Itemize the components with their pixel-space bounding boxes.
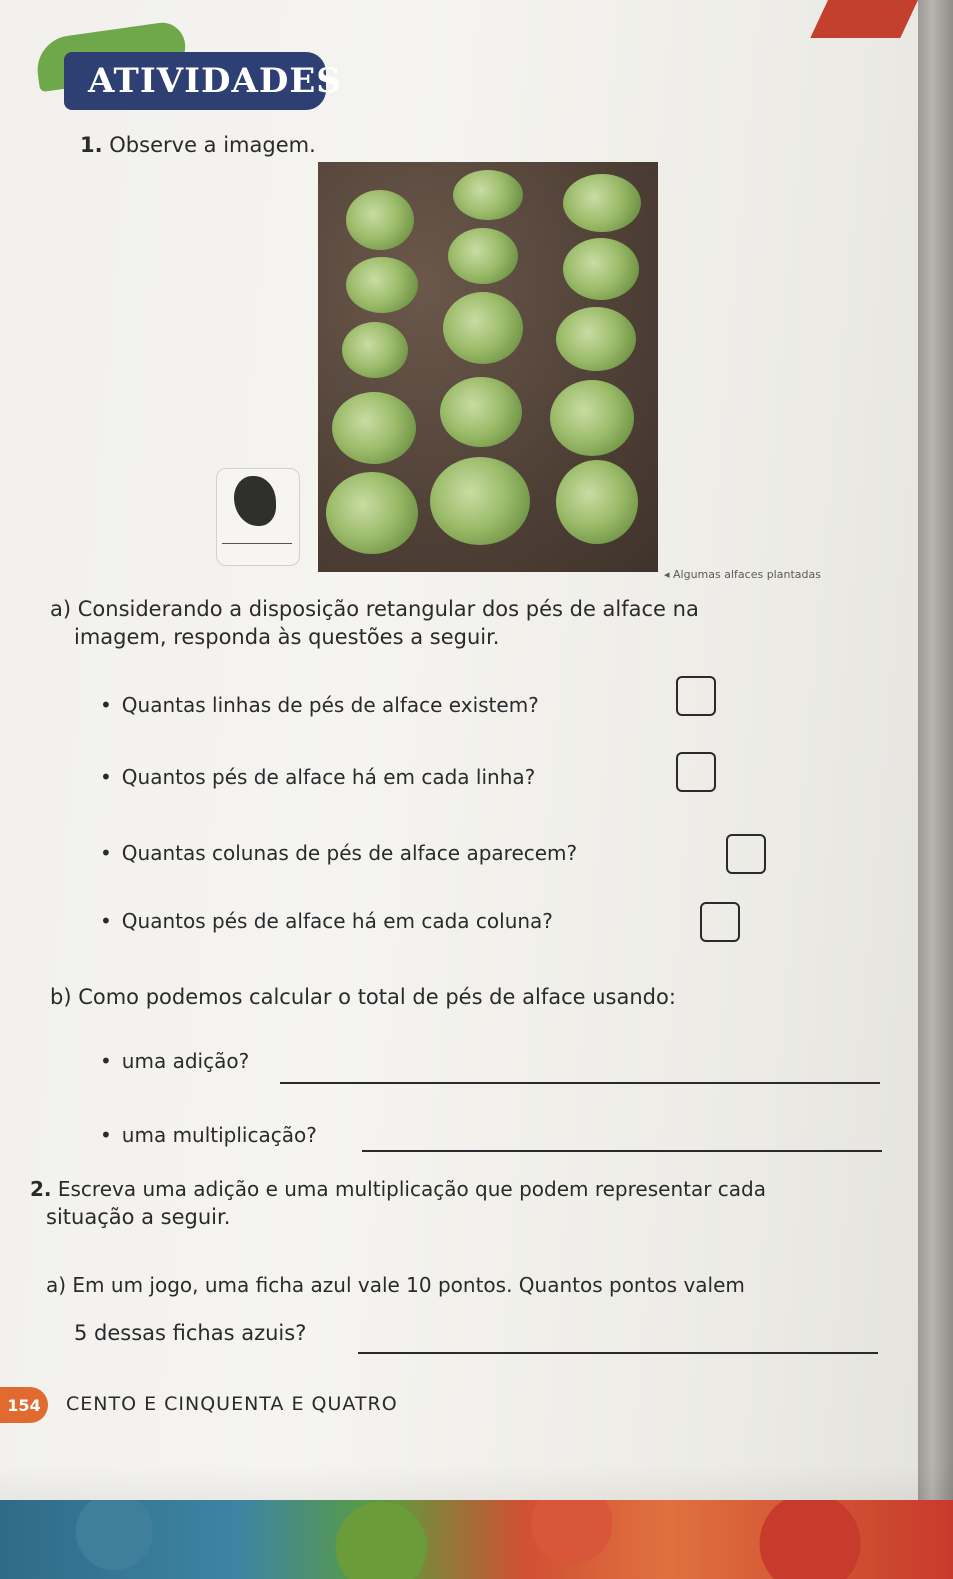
answer-box[interactable] [676, 752, 716, 792]
page-corner-decoration [810, 0, 918, 38]
lettuce-head [346, 257, 418, 313]
question-text: Observe a imagem. [109, 133, 316, 157]
part-label: a) [50, 597, 72, 621]
answer-line[interactable] [362, 1150, 882, 1152]
lettuce-head [443, 292, 523, 364]
lettuce-head [453, 170, 523, 220]
part-a-text-line2: imagem, responda às questões a seguir. [74, 625, 500, 649]
answer-line[interactable] [358, 1352, 878, 1354]
question-rows-count: • Quantas linhas de pés de alface existem? [100, 692, 539, 718]
part-b-text [50, 984, 676, 1010]
multiplication-prompt: • uma multiplicação? [100, 1122, 317, 1148]
question-2-text-line2: situação a seguir. [46, 1205, 231, 1229]
lettuce-head [346, 190, 414, 250]
lettuce-head [342, 322, 408, 378]
scale-bar [222, 543, 292, 544]
question-2a-text-line2: 5 dessas fichas azuis? [74, 1321, 307, 1345]
question-2a-text [46, 1272, 745, 1298]
part-label: b) [50, 985, 72, 1009]
page-number: 154 [0, 1387, 48, 1423]
question-text: Escreva uma adição e uma multiplicação que podem representar cada [57, 1177, 766, 1201]
question-number: 1. [80, 133, 103, 157]
question-2-text [30, 1176, 766, 1202]
section-title: ATIVIDADES [64, 52, 326, 110]
fabric-shadow [0, 1465, 953, 1505]
question-per-row: • Quantos pés de alface há em cada linha? [100, 764, 535, 790]
part-a-text [50, 596, 699, 622]
part-text: Considerando a disposição retangular dos pés de alface na [77, 597, 699, 621]
question-columns-count: • Quantas colunas de pés de alface aparecem? [100, 840, 577, 866]
lettuce-head [563, 174, 641, 232]
page-number-words: CENTO E CINQUENTA E QUATRO [66, 1393, 398, 1415]
lettuce-head [556, 307, 636, 371]
lettuce-head [448, 228, 518, 284]
answer-box[interactable] [700, 902, 740, 942]
page-edge-shadow [918, 0, 953, 1500]
question-number: 2. [30, 1177, 52, 1201]
answer-box[interactable] [676, 676, 716, 716]
answer-box[interactable] [726, 834, 766, 874]
lettuce-head [440, 377, 522, 447]
part-text: Em um jogo, uma ficha azul vale 10 pontos. Quantos pontos valem [72, 1273, 745, 1297]
lettuce-photo [318, 162, 658, 572]
answer-line[interactable] [280, 1082, 880, 1084]
lettuce-head [332, 392, 416, 464]
question-per-column: • Quantos pés de alface há em cada coluna? [100, 908, 553, 934]
question-1-prompt [80, 132, 316, 158]
photo-caption: ◂ Algumas alfaces plantadas [664, 568, 821, 581]
lettuce-head [326, 472, 418, 554]
lettuce-head [556, 460, 638, 544]
lettuce-head [430, 457, 530, 545]
lettuce-head [550, 380, 634, 456]
lettuce-head [563, 238, 639, 300]
part-text: Como podemos calcular o total de pés de alface usando: [78, 985, 676, 1009]
addition-prompt: • uma adição? [100, 1048, 249, 1074]
fabric-background [0, 1500, 953, 1579]
part-label: a) [46, 1273, 67, 1297]
